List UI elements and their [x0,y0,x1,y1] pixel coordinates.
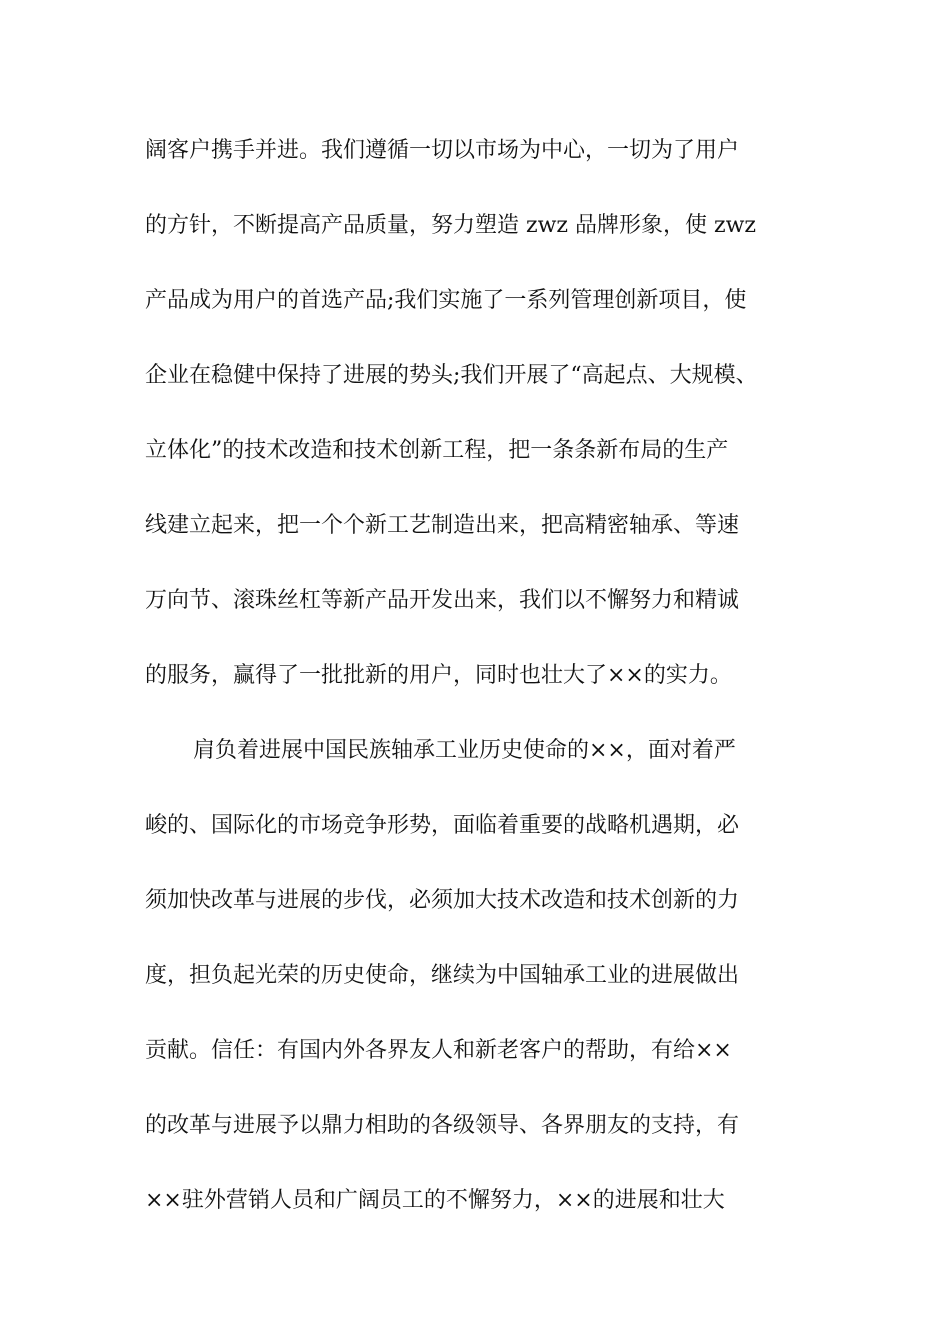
paragraph-1-line-2: 的方针，不断提高产品质量，努力塑造 zwz 品牌形象，使 zwz [145,213,757,238]
paragraph-2-line-6: 的改革与进展予以鼎力相助的各级领导、各界朋友的支持，有 [145,1113,740,1138]
paragraph-1-line-4: 企业在稳健中保持了进展的势头;我们开展了“高起点、大规模、 [145,363,758,388]
paragraph-2-line-5: 贡献。信任：有国内外各界友人和新老客户的帮助，有给×× [145,1038,732,1063]
paragraph-1-line-6: 线建立起来，把一个个新工艺制造出来，把高精密轴承、等速 [145,513,740,538]
paragraph-1-line-3: 产品成为用户的首选产品;我们实施了一系列管理创新项目，使 [145,288,747,313]
paragraph-1-line-1: 阔客户携手并进。我们遵循一切以市场为中心，一切为了用户 [145,138,740,163]
paragraph-1-line-5: 立体化”的技术改造和技术创新工程，把一条条新布局的生产 [145,438,729,463]
paragraph-1-line-7: 万向节、滚珠丝杠等新产品开发出来，我们以不懈努力和精诚 [145,588,740,613]
paragraph-2-line-7: ××驻外营销人员和广阔员工的不懈努力，××的进展和壮大 [145,1188,725,1213]
paragraph-2-line-3: 须加快改革与进展的步伐，必须加大技术改造和技术创新的力 [145,888,740,913]
paragraph-1-line-8: 的服务，赢得了一批批新的用户，同时也壮大了××的实力。 [145,663,732,688]
paragraph-2-line-4: 度，担负起光荣的历史使命，继续为中国轴承工业的进展做出 [145,963,740,988]
paragraph-2-line-2: 峻的、国际化的市场竞争形势，面临着重要的战略机遇期，必 [145,813,740,838]
paragraph-2-line-1: 肩负着进展中国民族轴承工业历史使命的××，面对着严 [193,738,736,763]
